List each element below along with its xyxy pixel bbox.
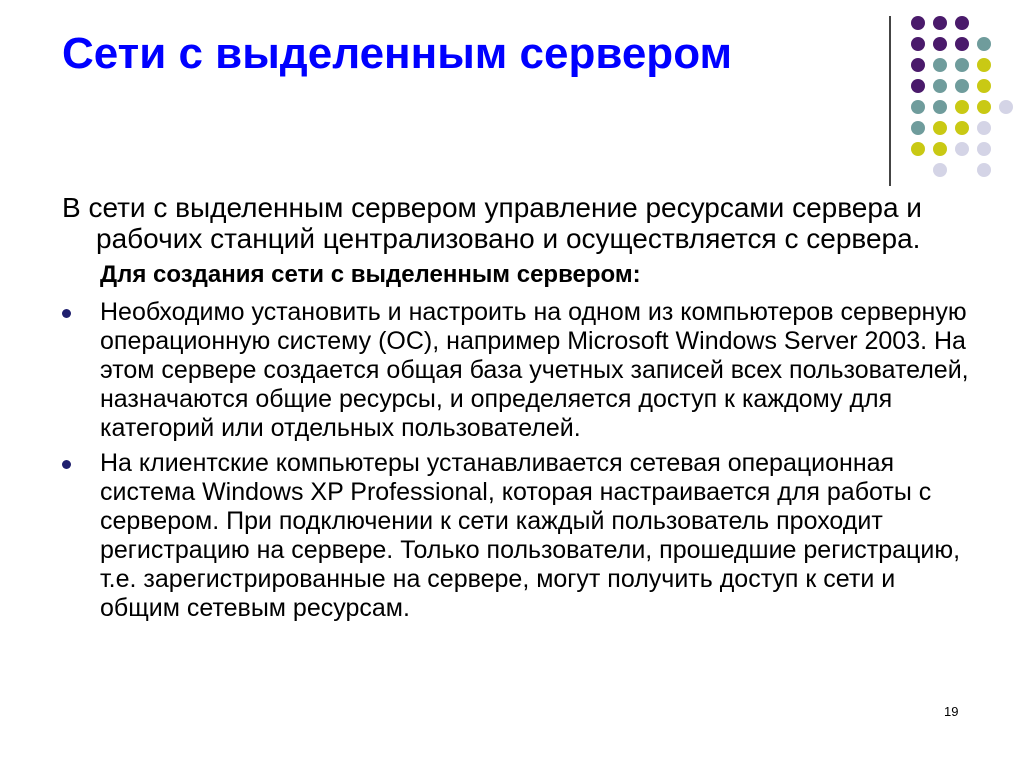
bullet-text: На клиентские компьютеры устанавливается сетевая операционная система Windows XP Professional, которая настраивается для работы с сервером. При подключении к сети каждый пользователь проходит регистрацию на сервере. Только пользователи, прошедшие регистрацию, т.е. зарегистрированные на сервере, могут получить доступ к сети и общим сетевым ресурсам.	[100, 449, 961, 622]
decorative-dot	[933, 79, 947, 93]
decorative-dot	[977, 100, 991, 114]
decorative-dot	[911, 100, 925, 114]
decorative-dot	[911, 37, 925, 51]
bullet-list	[62, 298, 982, 623]
decorative-dot	[933, 58, 947, 72]
decorative-dot	[955, 16, 969, 30]
decorative-dot-grid	[0, 0, 1024, 200]
decorative-dot	[911, 142, 925, 156]
decorative-dot	[977, 163, 991, 177]
subheading: Для создания сети с выделенным сервером:	[100, 261, 641, 288]
bullet-dot-icon	[62, 460, 71, 469]
decorative-dot	[955, 100, 969, 114]
decorative-dot	[955, 79, 969, 93]
page-number: 19	[944, 704, 959, 719]
decorative-dot	[977, 121, 991, 135]
decorative-dot	[933, 142, 947, 156]
decorative-dot	[977, 142, 991, 156]
decorative-dot	[933, 16, 947, 30]
decorative-dot	[977, 79, 991, 93]
bullet-dot-icon	[62, 309, 71, 318]
slide-body	[62, 192, 982, 629]
decorative-dot	[955, 37, 969, 51]
decorative-dot	[955, 142, 969, 156]
decorative-dot	[999, 100, 1013, 114]
decorative-dot	[911, 16, 925, 30]
decorative-dot	[911, 79, 925, 93]
decorative-dot	[977, 58, 991, 72]
decorative-dot	[911, 58, 925, 72]
bullet-text: Необходимо установить и настроить на одном из компьютеров серверную операционную систему (ОС), например Microsoft Windows Server 2003. На этом сервере создается общая база учетных записей всех пользователей, назначаются общие ресурсы, и определяется доступ к каждому для категорий или отдельных пользователей.	[100, 298, 969, 442]
decorative-dot	[933, 163, 947, 177]
slide-title: Сети с выделенным сервером	[62, 29, 733, 78]
decorative-dot	[911, 121, 925, 135]
decorative-dot	[933, 121, 947, 135]
decorative-dot	[977, 37, 991, 51]
decorative-dot	[933, 100, 947, 114]
decorative-dot	[955, 121, 969, 135]
decorative-dot	[933, 37, 947, 51]
bullet-item	[62, 298, 982, 443]
intro-paragraph: В сети с выделенным сервером управление ресурсами сервера и рабочих станций централизовано и осуществляется с сервера.	[62, 192, 922, 254]
decorative-dot	[955, 58, 969, 72]
bullet-item	[62, 449, 982, 623]
